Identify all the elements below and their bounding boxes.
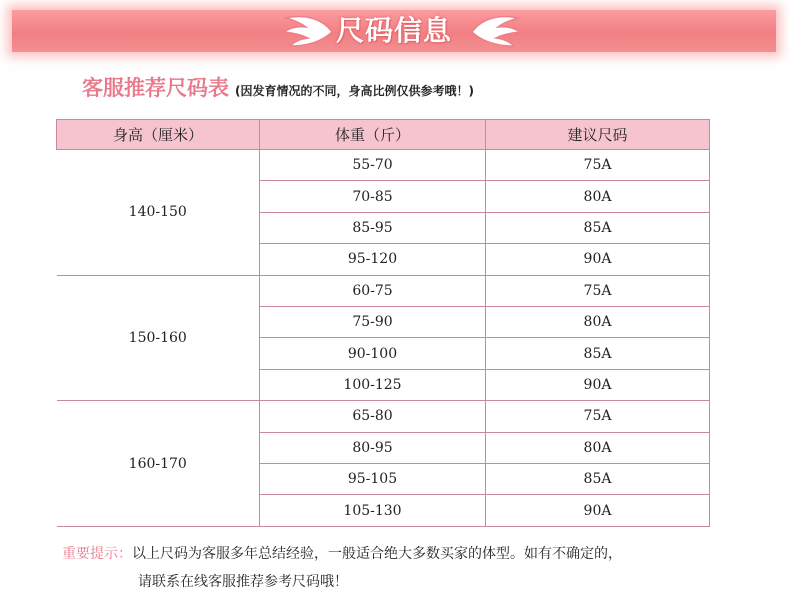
tip-label: 重要提示：	[62, 546, 132, 562]
size-cell: 75A	[486, 275, 710, 306]
size-cell: 80A	[486, 307, 710, 338]
size-chart-title: 客服推荐尺码表	[82, 76, 229, 100]
size-cell: 80A	[486, 181, 710, 212]
table-header-row	[57, 120, 710, 150]
size-cell: 80A	[486, 432, 710, 463]
table-row	[57, 150, 710, 181]
weight-cell: 60-75	[260, 275, 486, 306]
title-banner	[12, 10, 776, 52]
tip-line-2: 请联系在线客服推荐参考尺码哦！	[138, 574, 348, 590]
size-table	[56, 119, 710, 527]
weight-cell: 105-130	[260, 495, 486, 527]
size-cell: 85A	[486, 338, 710, 369]
angel-wing-right-icon	[470, 12, 522, 50]
weight-cell: 95-105	[260, 464, 486, 495]
height-cell: 160-170	[57, 401, 260, 527]
header-weight: 体重（斤）	[260, 120, 486, 150]
size-chart-note: (因发育情况的不同，身高比例仅供参考哦！)	[235, 84, 474, 98]
size-chart-heading	[82, 72, 474, 102]
size-cell: 85A	[486, 212, 710, 243]
height-cell: 150-160	[57, 275, 260, 401]
weight-cell: 70-85	[260, 181, 486, 212]
size-cell: 75A	[486, 401, 710, 432]
size-cell: 85A	[486, 464, 710, 495]
weight-cell: 80-95	[260, 432, 486, 463]
important-tip	[62, 543, 622, 563]
weight-cell: 65-80	[260, 401, 486, 432]
table-row	[57, 275, 710, 306]
header-height: 身高（厘米）	[57, 120, 260, 150]
table-row	[57, 401, 710, 432]
weight-cell: 85-95	[260, 212, 486, 243]
size-cell: 90A	[486, 244, 710, 275]
size-cell: 75A	[486, 150, 710, 181]
tip-line-1: 以上尺码为客服多年总结经验，一般适合绝大多数买家的体型。如有不确定的，	[132, 546, 622, 562]
weight-cell: 55-70	[260, 150, 486, 181]
weight-cell: 95-120	[260, 244, 486, 275]
banner-title: 尺码信息	[335, 14, 452, 47]
size-cell: 90A	[486, 495, 710, 527]
height-cell: 140-150	[57, 150, 260, 276]
header-size: 建议尺码	[486, 120, 710, 150]
weight-cell: 100-125	[260, 369, 486, 400]
weight-cell: 90-100	[260, 338, 486, 369]
size-cell: 90A	[486, 369, 710, 400]
weight-cell: 75-90	[260, 307, 486, 338]
